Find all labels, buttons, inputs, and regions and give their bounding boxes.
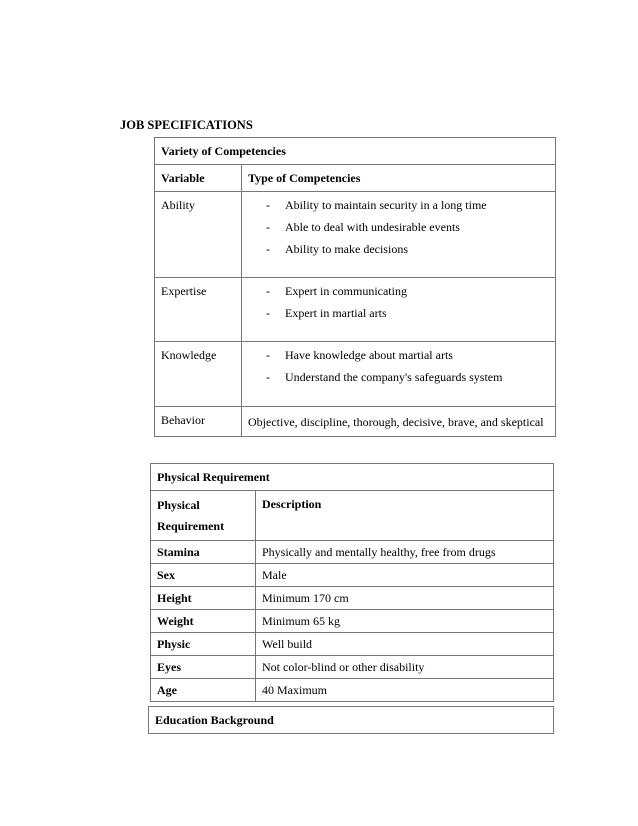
page-heading: JOB SPECIFICATIONS <box>120 118 253 132</box>
list-item: - Expert in martial arts <box>248 304 549 323</box>
table-row <box>151 564 554 587</box>
col-type-header: Type of Competencies <box>242 165 556 192</box>
requirement-value: Not color-blind or other disability <box>256 656 554 679</box>
table-row <box>155 278 556 342</box>
requirement-label: Physic <box>151 633 256 656</box>
list-item: - Have knowledge about martial arts <box>248 346 549 365</box>
list-item: - Ability to maintain security in a long time <box>248 196 549 215</box>
col-description-header: Description <box>256 491 554 541</box>
table-row <box>151 656 554 679</box>
requirement-label: Height <box>151 587 256 610</box>
competencies-title: Variety of Competencies <box>155 138 556 165</box>
table-row <box>155 192 556 278</box>
requirement-label: Age <box>151 679 256 702</box>
requirement-value: Well build <box>256 633 554 656</box>
physical-requirement-table <box>150 463 554 702</box>
table-row <box>155 407 556 437</box>
requirement-label: Sex <box>151 564 256 587</box>
table-row <box>151 610 554 633</box>
competency-list <box>248 346 549 387</box>
physical-header-row <box>151 491 554 541</box>
education-title: Education Background <box>149 707 554 734</box>
table-row <box>155 342 556 407</box>
competencies-title-row <box>155 138 556 165</box>
list-item: - Understand the company's safeguards system <box>248 368 549 387</box>
education-title-row <box>149 707 554 734</box>
table-row <box>151 587 554 610</box>
competency-list <box>248 282 549 323</box>
competency-cell <box>242 278 556 342</box>
col-variable-header: Variable <box>155 165 242 192</box>
variable-cell: Knowledge <box>155 342 242 407</box>
variable-cell: Expertise <box>155 278 242 342</box>
requirement-value: 40 Maximum <box>256 679 554 702</box>
table-row <box>151 633 554 656</box>
requirement-value: Physically and mentally healthy, free from drugs <box>256 541 554 564</box>
competency-cell <box>242 192 556 278</box>
table-row <box>151 541 554 564</box>
table-row <box>151 679 554 702</box>
competencies-table <box>154 137 556 437</box>
requirement-value: Minimum 65 kg <box>256 610 554 633</box>
list-item: - Expert in communicating <box>248 282 549 301</box>
competency-list <box>248 196 549 259</box>
variable-cell: Ability <box>155 192 242 278</box>
competency-cell <box>242 342 556 407</box>
variable-cell: Behavior <box>155 407 242 437</box>
requirement-label: Eyes <box>151 656 256 679</box>
list-item: - Ability to make decisions <box>248 240 549 259</box>
competencies-header-row <box>155 165 556 192</box>
requirement-label: Weight <box>151 610 256 633</box>
requirement-label: Stamina <box>151 541 256 564</box>
requirement-value: Minimum 170 cm <box>256 587 554 610</box>
education-background-table <box>148 706 554 734</box>
requirement-value: Male <box>256 564 554 587</box>
list-item: - Able to deal with undesirable events <box>248 218 549 237</box>
col-requirement-header: Physical Requirement <box>151 491 256 541</box>
physical-title-row <box>151 464 554 491</box>
competency-cell: Objective, discipline, thorough, decisive, brave, and skeptical <box>242 407 556 437</box>
physical-title: Physical Requirement <box>151 464 554 491</box>
